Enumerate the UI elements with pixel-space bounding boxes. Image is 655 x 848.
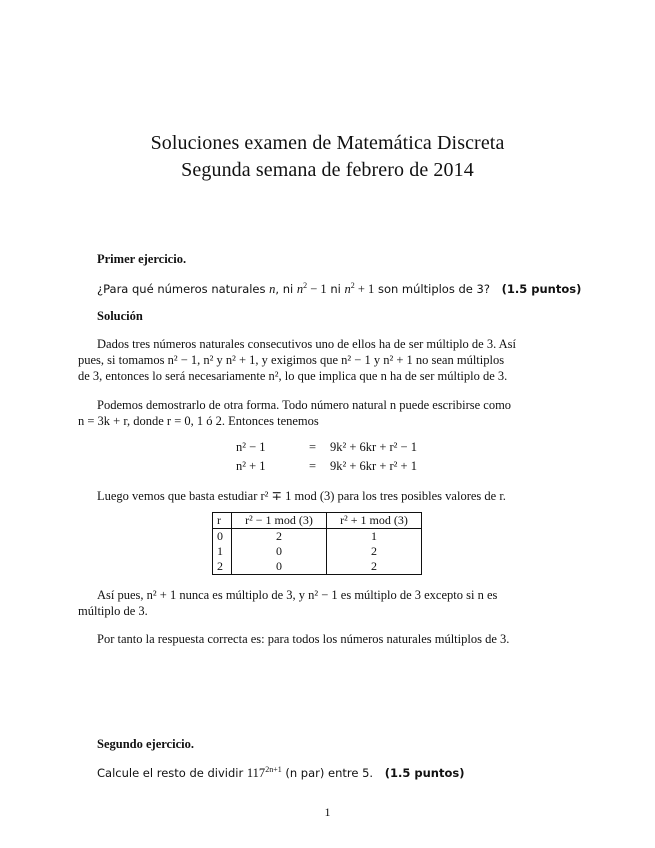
table-header-row <box>213 513 422 529</box>
table-cell: 0 <box>232 559 327 575</box>
solution-paragraph-1: Dados tres números naturales consecutivos uno de ellos ha de ser múltiplo de 3. Así pues, si tomamos n² − 1, n² y n² + 1, y exigimos que n² − 1 y n² + 1 no sean múltiplos de 3, entonces lo será necesariamente n², lo que implica que n ha de ser múltiplo de 3. <box>78 337 517 383</box>
exercise-1-points: (1.5 puntos) <box>501 282 582 297</box>
table-cell: 2 <box>371 544 377 558</box>
exercise-1-heading: Primer ejercicio. <box>97 252 187 266</box>
page-number: 1 <box>324 805 331 819</box>
table-cell: 1 <box>371 529 377 543</box>
exercise-2-points: (1.5 puntos) <box>384 766 465 781</box>
table-cell: 1 <box>213 544 232 559</box>
solution-paragraph-2: Podemos demostrarlo de otra forma. Todo número natural n puede escribirse como n = 3k + r, donde r = 0, 1 ó 2. Entonces tenemos <box>78 398 512 428</box>
table-cell: 0 <box>213 529 232 545</box>
table-row <box>213 529 422 545</box>
table-cell: 2 <box>371 559 377 573</box>
table-cell: 2 <box>232 529 327 545</box>
solution-heading: Solución <box>97 309 143 323</box>
mod-table <box>212 512 422 575</box>
exercise-1-question: ¿Para qué números naturales n, ni $n^2 - 1$ ni $n^2 + 1$ son múltiplos de 3? (1.5 puntos) <box>97 281 582 297</box>
table-cell: 2 <box>213 559 232 575</box>
table-header-cell: r² − 1 mod (3) <box>232 513 327 529</box>
solution-paragraph-3: Luego vemos que basta estudiar r² ∓ 1 mod (3) para los tres posibles valores de r. <box>97 489 506 503</box>
table-cell: 0 <box>232 544 327 559</box>
exercise-2-heading: Segundo ejercicio. <box>97 737 194 751</box>
exercise-2-question: Calcule el resto de dividir $117^{2n+1}$ (n par) entre 5. (1.5 puntos) <box>97 765 465 781</box>
table-header-cell: r <box>213 513 232 529</box>
solution-paragraph-4: Así pues, n² + 1 nunca es múltiplo de 3, y n² − 1 es múltiplo de 3 excepto si n es múltiplo de 3. <box>78 588 498 618</box>
table-row <box>213 544 422 559</box>
table-row <box>213 559 422 575</box>
document-title-line2: Segunda semana de febrero de 2014 <box>181 159 474 181</box>
document-title-line1: Soluciones examen de Matemática Discreta <box>150 132 505 154</box>
table-header-cell: r² + 1 mod (3) <box>327 513 422 529</box>
solution-paragraph-5: Por tanto la respuesta correcta es: para todos los números naturales múltiplos de 3. <box>97 632 510 646</box>
